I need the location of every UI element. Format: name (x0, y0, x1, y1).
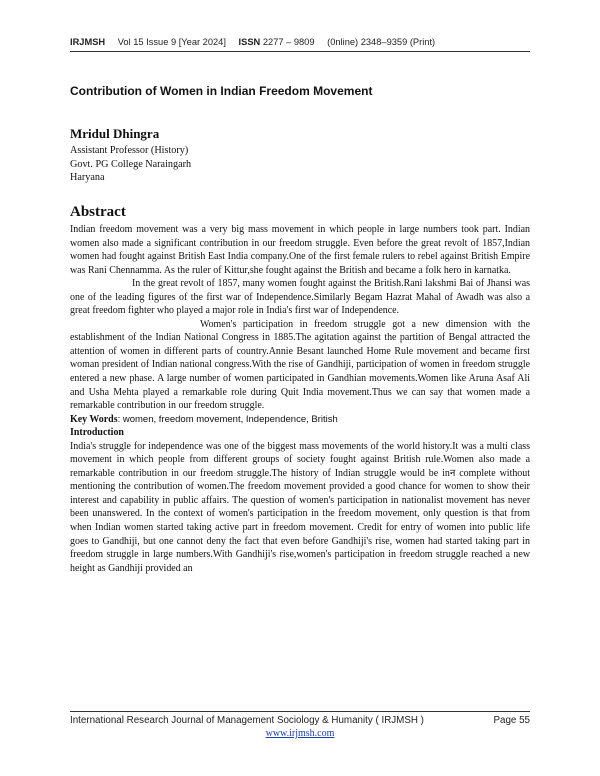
issn-number: 2277 – 9809 (262, 37, 315, 47)
body-text (70, 223, 530, 575)
volume-issue: Vol 15 Issue 9 [Year 2024] (117, 37, 226, 47)
affiliation-line: Govt. PG College Naraingarh (70, 158, 192, 170)
page-number: Page 55 (493, 715, 530, 726)
header-divider (70, 51, 530, 52)
keywords-label: Key Words (70, 413, 118, 425)
keywords (70, 413, 530, 427)
footer-divider (70, 711, 530, 712)
issn-online-print: (0nline) 2348–9359 (Print) (327, 37, 436, 47)
introduction-heading: Introduction (70, 427, 124, 439)
affiliation-line: Assistant Professor (History) (70, 145, 189, 156)
abstract-paragraph: Indian freedom movement was a very big mass movement in which people in large numbers took part. Indian women also made a significant contribution in our freedom struggle. Even before the great revolt of 1857,Indian women had fought against British East India company.One of the first female rulers to rebel against British Empire was Rani Chennamma. As the ruler of Kittur,she fought against the British and became a folk hero in karnatka. (70, 224, 530, 276)
journal-abbrev: IRJMSH (70, 37, 106, 47)
journal-website-link[interactable]: www.irjmsh.com (265, 728, 335, 739)
abstract-heading: Abstract (70, 204, 126, 220)
issn-label: ISSN (238, 37, 261, 47)
abstract-paragraph: In the great revolt of 1857, many women fought against the British.Rani lakshmi Bai of Jhansi was one of the leading figures of the first war of Independence.Similarly Begam Hazrat Mahal of Awadh was also a great freedom fighter who played a major role in India's first war of Independence. (70, 278, 530, 317)
footer-journal-name: International Research Journal of Management Sociology & Humanity ( IRJMSH ) (70, 715, 424, 726)
running-header (70, 37, 540, 47)
article-title: Contribution of Women in Indian Freedom Movement (70, 84, 373, 98)
affiliation-line: Haryana (70, 172, 105, 183)
keywords-text: : women, freedom movement, Independence, British (117, 413, 338, 425)
author-affiliation (70, 144, 191, 185)
author-name: Mridul Dhingra (70, 126, 160, 141)
introduction-paragraph: India's struggle for independence was one of the biggest mass movements of the world history.It was a multi class movement in which people from different groups of society fought against British rule.Women also made a remarkable contribution in our freedom struggle.The history of Indian struggle would be inन complete without mentioning the contribution of women.The freedom movement provided a good chance for women to show their interest and capability in public affairs. The question of women's participation in nationalist movement has never been unanswered. In the context of women's participation in the freedom movement, only question is that from when Indian women started taking active part in freedom movement. Credit for entry of women into public life goes to Gandhiji, but one cannot deny the fact that even before Gandhiji's rise, women had started taking part in freedom struggle in large numbers.With Gandhiji's rise,women's participation in freedom struggle reached a new height as Gandhiji provided an (70, 440, 530, 574)
abstract-paragraph: Women's participation in freedom struggle got a new dimension with the establishment of the Indian National Congress in 1885.The agitation against the partition of Bengal attracted the attention of women in different parts of country.Annie Besant launched Home Rule movement and became first woman president of Indian national congress.With the rise of Gandhiji, participation of women in freedom struggle entered a new phase. A large number of women participated in Gandhian movements.Women like Aruna Asaf Ali and Usha Mehta played a remarkable role during Quit India movement.Thus we can say that women made a remarkable contribution in our freedom struggle. (70, 318, 530, 412)
